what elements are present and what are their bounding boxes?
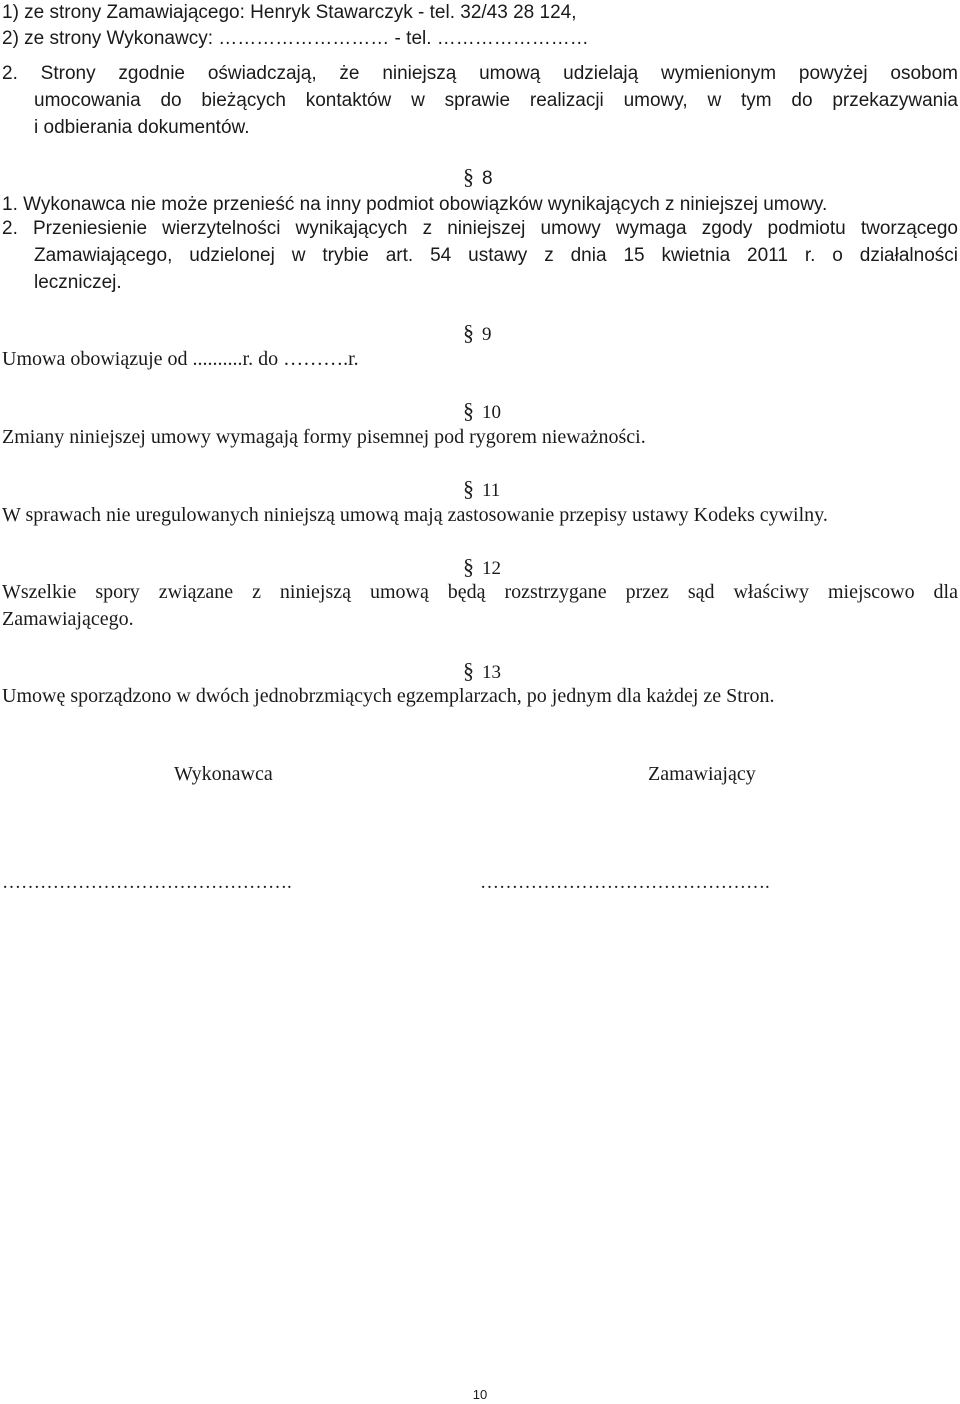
paragraph-line: 1. Wykonawca nie może przenieść na inny podmiot obowiązków wynikających z niniejszej umowy. bbox=[2, 194, 828, 215]
signature-label-client: Zamawiający bbox=[648, 763, 756, 785]
paragraph-line: leczniczej. bbox=[34, 272, 122, 293]
section-symbol: § bbox=[463, 164, 474, 189]
contact-client: 1) ze strony Zamawiającego: Henryk Stawarczyk - tel. 32/43 28 124, bbox=[2, 2, 577, 23]
paragraph-line: Umowę sporządzono w dwóch jednobrzmiących egzemplarzach, po jednym dla każdej ze Stron. bbox=[2, 685, 775, 707]
section-number: 9 bbox=[482, 324, 492, 345]
section-heading-10 bbox=[463, 400, 501, 422]
section-heading-13 bbox=[463, 660, 501, 682]
contact-contractor: 2) ze strony Wykonawcy: ……………………… - tel. …………………… bbox=[2, 28, 589, 49]
paragraph-line: Umowa obowiązuje od ..........r. do ……….r. bbox=[2, 348, 359, 370]
paragraph-line: W sprawach nie uregulowanych niniejszą umową mają zastosowanie przepisy ustawy Kodeks cywilny. bbox=[2, 504, 828, 526]
paragraph-line: 2. Przeniesienie wierzytelności wynikających z niniejszej umowy wymaga zgody podmiotu tworzącego bbox=[2, 218, 958, 239]
paragraph-line: Wszelkie spory związane z niniejszą umową będą rozstrzygane przez sąd właściwy miejscowo dla bbox=[2, 581, 958, 603]
paragraph-line: Zamawiającego, udzielonej w trybie art. 54 ustawy z dnia 15 kwietnia 2011 r. o działalności bbox=[34, 245, 958, 266]
section-number: 12 bbox=[482, 558, 501, 579]
signature-line-client: ………………………………………. bbox=[480, 872, 770, 893]
section-symbol: § bbox=[463, 320, 474, 345]
paragraph-line: umocowania do bieżących kontaktów w sprawie realizacji umowy, w tym do przekazywania bbox=[34, 90, 958, 111]
section-symbol: § bbox=[463, 398, 474, 423]
paragraph-line: Zmiany niniejszej umowy wymagają formy pisemnej pod rygorem nieważności. bbox=[2, 426, 646, 448]
section-number: 8 bbox=[482, 168, 493, 189]
paragraph-line: 2. Strony zgodnie oświadczają, że niniejszą umową udzielają wymienionym powyżej osobom bbox=[2, 63, 958, 84]
section-symbol: § bbox=[463, 554, 474, 579]
section-number: 10 bbox=[482, 402, 501, 423]
section-symbol: § bbox=[463, 476, 474, 501]
section-heading-8 bbox=[463, 166, 493, 188]
paragraph-line: Zamawiającego. bbox=[2, 608, 134, 630]
section-heading-9 bbox=[463, 322, 492, 344]
signature-label-contractor: Wykonawca bbox=[174, 763, 273, 785]
signature-line-contractor: ………………………………………. bbox=[2, 872, 292, 893]
section-heading-12 bbox=[463, 556, 501, 578]
section-symbol: § bbox=[463, 658, 474, 683]
page-number: 10 bbox=[472, 1387, 488, 1402]
section-number: 11 bbox=[482, 480, 501, 501]
section-heading-11 bbox=[463, 478, 500, 500]
paragraph-line: i odbierania dokumentów. bbox=[34, 117, 250, 138]
section-number: 13 bbox=[482, 662, 501, 683]
